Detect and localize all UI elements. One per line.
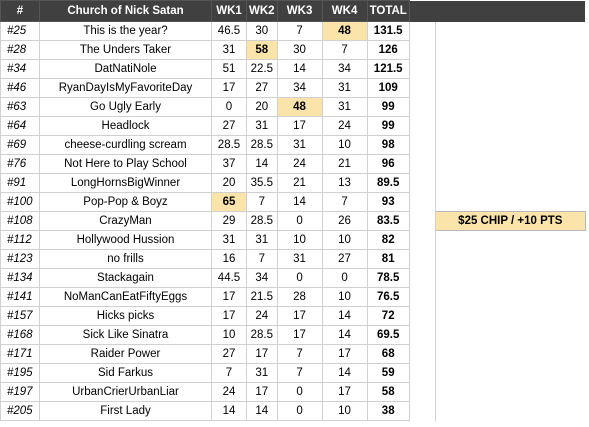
total-cell: 68 — [367, 345, 409, 364]
team-name-cell: RyanDayIsMyFavoriteDay — [40, 79, 212, 98]
wk1-cell: 24 — [212, 383, 247, 402]
wk4-cell: 13 — [322, 174, 367, 193]
wk2-cell: 21.5 — [247, 288, 278, 307]
spacer-cell — [409, 22, 435, 41]
table-row — [1, 326, 586, 345]
table-row — [1, 345, 586, 364]
rank-cell: #91 — [1, 174, 40, 193]
wk3-cell: 24 — [277, 155, 322, 174]
team-name-cell: Raider Power — [40, 345, 212, 364]
wk2-cell: 14 — [247, 155, 278, 174]
wk4-cell: 31 — [322, 79, 367, 98]
team-name-cell: Go Ugly Early — [40, 98, 212, 117]
spacer-cell — [435, 22, 585, 41]
table-row — [1, 250, 586, 269]
wk1-cell: 17 — [212, 79, 247, 98]
wk1-cell: 16 — [212, 250, 247, 269]
table-row — [1, 117, 586, 136]
wk2-cell: 7 — [247, 193, 278, 212]
wk4-cell: 10 — [322, 288, 367, 307]
wk2-cell: 31 — [247, 231, 278, 250]
wk1-cell: 31 — [212, 231, 247, 250]
spacer-cell — [435, 136, 585, 155]
spacer-cell — [435, 41, 585, 60]
table-row — [1, 383, 586, 402]
total-cell: 126 — [367, 41, 409, 60]
wk2-cell: 7 — [247, 250, 278, 269]
spacer-cell — [435, 250, 585, 269]
spacer-cell — [409, 79, 435, 98]
table-row — [1, 402, 586, 421]
rank-cell: #34 — [1, 60, 40, 79]
total-cell: 99 — [367, 117, 409, 136]
header-wk3: WK3 — [277, 1, 322, 22]
spacer-cell — [409, 326, 435, 345]
spacer-cell — [435, 269, 585, 288]
total-cell: 93 — [367, 193, 409, 212]
rank-cell: #123 — [1, 250, 40, 269]
team-name-cell: The Unders Taker — [40, 41, 212, 60]
team-name-cell: DatNatiNole — [40, 60, 212, 79]
wk3-cell: 7 — [277, 345, 322, 364]
wk3-cell: 14 — [277, 60, 322, 79]
rank-cell: #64 — [1, 117, 40, 136]
team-name-cell: UrbanCrierUrbanLiar — [40, 383, 212, 402]
wk4-cell: 7 — [322, 41, 367, 60]
wk4-cell: 14 — [322, 364, 367, 383]
rank-cell: #157 — [1, 307, 40, 326]
wk3-cell: 30 — [277, 41, 322, 60]
team-name-cell: Headlock — [40, 117, 212, 136]
wk3-cell: 31 — [277, 136, 322, 155]
table-row — [1, 364, 586, 383]
rank-cell: #108 — [1, 212, 40, 231]
wk1-cell: 27 — [212, 117, 247, 136]
table-row — [1, 60, 586, 79]
wk3-cell: 31 — [277, 250, 322, 269]
total-cell: 58 — [367, 383, 409, 402]
spacer-cell — [409, 383, 435, 402]
spacer-cell — [409, 250, 435, 269]
wk2-cell: 34 — [247, 269, 278, 288]
total-cell: 83.5 — [367, 212, 409, 231]
rank-cell: #141 — [1, 288, 40, 307]
total-cell: 72 — [367, 307, 409, 326]
wk2-cell: 58 — [247, 41, 278, 60]
total-cell: 109 — [367, 79, 409, 98]
wk1-cell: 17 — [212, 288, 247, 307]
wk3-cell: 17 — [277, 117, 322, 136]
wk2-cell: 14 — [247, 402, 278, 421]
table-row — [1, 136, 586, 155]
wk2-cell: 30 — [247, 22, 278, 41]
table-row — [1, 22, 586, 41]
spacer-cell — [409, 364, 435, 383]
total-cell: 121.5 — [367, 60, 409, 79]
wk1-cell: 0 — [212, 98, 247, 117]
wk1-cell: 37 — [212, 155, 247, 174]
team-name-cell: Hicks picks — [40, 307, 212, 326]
wk2-cell: 28.5 — [247, 212, 278, 231]
header-total: TOTAL — [367, 1, 409, 22]
total-cell: 81 — [367, 250, 409, 269]
wk2-cell: 28.5 — [247, 136, 278, 155]
total-cell: 96 — [367, 155, 409, 174]
table-row — [1, 98, 586, 117]
rank-cell: #76 — [1, 155, 40, 174]
rank-cell: #25 — [1, 22, 40, 41]
spacer-cell — [435, 307, 585, 326]
wk4-cell: 17 — [322, 345, 367, 364]
wk1-cell: 29 — [212, 212, 247, 231]
wk4-cell: 10 — [322, 402, 367, 421]
team-name-cell: Sick Like Sinatra — [40, 326, 212, 345]
spacer-cell — [435, 117, 585, 136]
total-cell: 76.5 — [367, 288, 409, 307]
wk3-cell: 21 — [277, 174, 322, 193]
wk1-cell: 51 — [212, 60, 247, 79]
wk1-cell: 17 — [212, 307, 247, 326]
team-name-cell: Hollywood Hussion — [40, 231, 212, 250]
wk3-cell: 0 — [277, 383, 322, 402]
wk4-cell: 10 — [322, 136, 367, 155]
wk4-cell: 21 — [322, 155, 367, 174]
wk4-cell: 31 — [322, 98, 367, 117]
wk2-cell: 27 — [247, 79, 278, 98]
total-cell: 38 — [367, 402, 409, 421]
wk1-cell: 20 — [212, 174, 247, 193]
wk1-cell: 31 — [212, 41, 247, 60]
header-wk2: WK2 — [247, 1, 278, 22]
total-cell: 98 — [367, 136, 409, 155]
wk4-cell: 27 — [322, 250, 367, 269]
spacer-cell — [409, 345, 435, 364]
wk3-cell: 34 — [277, 79, 322, 98]
wk2-cell: 17 — [247, 383, 278, 402]
spacer-cell — [409, 155, 435, 174]
table-row — [1, 79, 586, 98]
team-name-cell: LongHornsBigWinner — [40, 174, 212, 193]
spacer-cell — [409, 402, 435, 421]
spacer-cell — [409, 193, 435, 212]
wk3-cell: 14 — [277, 193, 322, 212]
table-row — [1, 212, 586, 231]
wk1-cell: 14 — [212, 402, 247, 421]
wk1-cell: 28.5 — [212, 136, 247, 155]
spacer-cell — [409, 269, 435, 288]
wk1-cell: 46.5 — [212, 22, 247, 41]
table-row — [1, 155, 586, 174]
header-team: Church of Nick Satan — [40, 1, 212, 22]
team-name-cell: Not Here to Play School — [40, 155, 212, 174]
wk4-cell: 34 — [322, 60, 367, 79]
table-row — [1, 231, 586, 250]
total-cell: 59 — [367, 364, 409, 383]
spacer-cell — [409, 98, 435, 117]
team-name-cell: Stackagain — [40, 269, 212, 288]
rank-cell: #28 — [1, 41, 40, 60]
table-row — [1, 307, 586, 326]
wk4-cell: 48 — [322, 22, 367, 41]
spacer-cell — [435, 98, 585, 117]
total-cell: 69.5 — [367, 326, 409, 345]
wk4-cell: 14 — [322, 307, 367, 326]
wk4-cell: 0 — [322, 269, 367, 288]
spacer-cell — [409, 41, 435, 60]
rank-cell: #168 — [1, 326, 40, 345]
team-name-cell: Sid Farkus — [40, 364, 212, 383]
chip-note: $25 CHIP / +10 PTS — [435, 212, 585, 231]
rank-cell: #171 — [1, 345, 40, 364]
spacer-cell — [435, 60, 585, 79]
wk2-cell: 31 — [247, 117, 278, 136]
wk3-cell: 28 — [277, 288, 322, 307]
spacer-cell — [435, 193, 585, 212]
spacer-cell — [435, 364, 585, 383]
rank-cell: #46 — [1, 79, 40, 98]
rank-cell: #197 — [1, 383, 40, 402]
table-row — [1, 193, 586, 212]
wk4-cell: 26 — [322, 212, 367, 231]
total-cell: 131.5 — [367, 22, 409, 41]
table-row — [1, 269, 586, 288]
spacer-cell — [435, 155, 585, 174]
table-row — [1, 174, 586, 193]
spacer-cell — [435, 402, 585, 421]
wk4-cell: 14 — [322, 326, 367, 345]
wk3-cell: 17 — [277, 307, 322, 326]
spacer-cell — [409, 136, 435, 155]
total-cell: 89.5 — [367, 174, 409, 193]
team-name-cell: NoManCanEatFiftyEggs — [40, 288, 212, 307]
rank-cell: #134 — [1, 269, 40, 288]
wk3-cell: 0 — [277, 402, 322, 421]
wk4-cell: 7 — [322, 193, 367, 212]
spacer-cell — [409, 307, 435, 326]
spacer-cell — [435, 288, 585, 307]
wk3-cell: 0 — [277, 212, 322, 231]
header-wk4: WK4 — [322, 1, 367, 22]
table-row — [1, 41, 586, 60]
team-name-cell: First Lady — [40, 402, 212, 421]
wk3-cell: 7 — [277, 22, 322, 41]
spacer-cell — [435, 345, 585, 364]
team-name-cell: Pop-Pop & Boyz — [40, 193, 212, 212]
spacer-cell — [435, 383, 585, 402]
rank-cell: #100 — [1, 193, 40, 212]
rank-cell: #112 — [1, 231, 40, 250]
wk1-cell: 44.5 — [212, 269, 247, 288]
spacer-cell — [409, 117, 435, 136]
wk2-cell: 17 — [247, 345, 278, 364]
wk4-cell: 17 — [322, 383, 367, 402]
rank-cell: #63 — [1, 98, 40, 117]
wk3-cell: 48 — [277, 98, 322, 117]
wk4-cell: 10 — [322, 231, 367, 250]
wk3-cell: 10 — [277, 231, 322, 250]
wk2-cell: 35.5 — [247, 174, 278, 193]
wk1-cell: 7 — [212, 364, 247, 383]
wk2-cell: 28.5 — [247, 326, 278, 345]
wk1-cell: 10 — [212, 326, 247, 345]
spacer-cell — [409, 174, 435, 193]
total-cell: 78.5 — [367, 269, 409, 288]
wk1-cell: 27 — [212, 345, 247, 364]
header-rank: # — [1, 1, 40, 22]
wk2-cell: 24 — [247, 307, 278, 326]
spacer-cell — [409, 288, 435, 307]
spacer-cell — [435, 174, 585, 193]
team-name-cell: This is the year? — [40, 22, 212, 41]
spacer-cell — [409, 231, 435, 250]
wk2-cell: 20 — [247, 98, 278, 117]
spacer-cell — [409, 1, 435, 22]
team-name-cell: no frills — [40, 250, 212, 269]
wk1-cell: 65 — [212, 193, 247, 212]
spacer-cell — [435, 231, 585, 250]
wk2-cell: 22.5 — [247, 60, 278, 79]
wk3-cell: 7 — [277, 364, 322, 383]
spacer-cell — [435, 1, 585, 22]
total-cell: 82 — [367, 231, 409, 250]
spacer-cell — [409, 60, 435, 79]
wk3-cell: 0 — [277, 269, 322, 288]
rank-cell: #195 — [1, 364, 40, 383]
table-row — [1, 288, 586, 307]
header-wk1: WK1 — [212, 1, 247, 22]
wk4-cell: 24 — [322, 117, 367, 136]
rank-cell: #205 — [1, 402, 40, 421]
spacer-cell — [409, 212, 435, 231]
team-name-cell: CrazyMan — [40, 212, 212, 231]
wk3-cell: 17 — [277, 326, 322, 345]
wk2-cell: 31 — [247, 364, 278, 383]
header-row — [1, 1, 586, 22]
team-name-cell: cheese-curdling scream — [40, 136, 212, 155]
rank-cell: #69 — [1, 136, 40, 155]
spacer-cell — [435, 326, 585, 345]
total-cell: 99 — [367, 98, 409, 117]
spacer-cell — [435, 79, 585, 98]
